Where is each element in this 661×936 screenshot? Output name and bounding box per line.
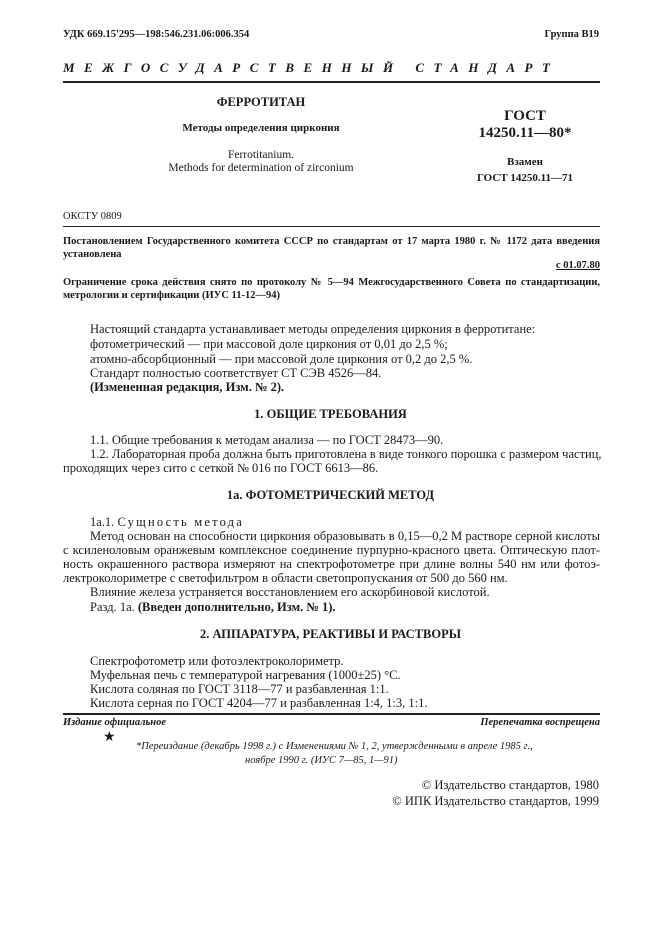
- intro-line-2: фотометрический — при массовой доле циркония от 0,01 до 2,5 %;: [90, 337, 448, 351]
- header-rule: [63, 81, 600, 83]
- reissue-note-line-1: *Переиздание (декабрь 1998 г.) с Изменениями № 1, 2, утвержденными в апреле 1985 г.,: [136, 741, 533, 752]
- limit-line-1: Ограничение срока действия снято по протоколу № 5—94 Межгосударственного Совета по стандартизации,: [63, 277, 600, 288]
- okstu-code: ОКСТУ 0809: [63, 211, 122, 222]
- intro-amendment: (Измененная редакция, Изм. № 2).: [90, 380, 285, 394]
- document-subtitle: Методы определения циркония: [182, 122, 340, 134]
- introduction-date: с 01.07.80: [555, 260, 600, 271]
- gost-label: ГОСТ: [504, 108, 546, 124]
- method-line-4: лектроколориметре с светофильтром в области светопропускания от 500 до 560 нм.: [63, 571, 508, 585]
- replaces-value: ГОСТ 14250.11—71: [476, 172, 574, 184]
- clause-1-2-line-1: 1.2. Лабораторная проба должна быть приготовлена в виде тонкого порошка с размером частиц,: [90, 447, 602, 461]
- section-1a-amendment-text: (Введен дополнительно, Изм. № 1).: [137, 600, 336, 614]
- intro-line-1: Настоящий стандарта устанавливает методы определения циркония в ферротитане:: [90, 322, 536, 336]
- english-title-line-2: Methods for determination of zirconium: [168, 162, 354, 174]
- group-code: Группа В19: [544, 29, 599, 40]
- document-title: ФЕРРОТИТАН: [216, 95, 306, 109]
- method-line-3: ность окрашенного раствора измеряют на спектрофотометре при длине волны 540 нм или фотоэ-: [63, 557, 600, 571]
- equipment-line-2: Муфельная печь с температурой нагревания (1000±25) °С.: [90, 668, 401, 682]
- star-icon: ★: [103, 730, 116, 745]
- decree-line-2: установлена: [63, 249, 122, 260]
- method-line-2: с ксиленоловым оранжевым комплексное соединение пурпурно-красного цвета. Оптическую плот-: [63, 543, 600, 557]
- copyright-1999: © ИПК Издательство стандартов, 1999: [392, 794, 599, 808]
- limit-line-2: метрологии и сертификации (ИУС 11-12—94): [63, 290, 280, 301]
- decree-line-1: Постановлением Государственного комитета СССР по стандартам от 17 марта 1980 г. № 1172 дата введения: [63, 236, 600, 247]
- footer-rule: [63, 713, 600, 715]
- reprint-prohibited: Перепечатка воспрещена: [480, 717, 600, 728]
- gost-number: 14250.11—80*: [478, 125, 572, 141]
- section-1-heading: 1. ОБЩИЕ ТРЕБОВАНИЯ: [254, 407, 407, 421]
- intro-line-3: атомно-абсорбционный — при массовой доле циркония от 0,2 до 2,5 %.: [90, 352, 473, 366]
- interstate-standard-banner: МЕЖГОСУДАРСТВЕННЫЙ СТАНДАРТ: [63, 60, 560, 75]
- section-2-heading: 2. АППАРАТУРА, РЕАКТИВЫ И РАСТВОРЫ: [200, 627, 461, 641]
- replaces-label: Взамен: [507, 156, 543, 168]
- clause-1-2-line-2: проходящих через сито с сеткой № 016 по ГОСТ 6613—86.: [63, 461, 379, 475]
- okstu-rule: [63, 226, 600, 227]
- method-line-1: Метод основан на способности циркония образовывать в 0,15—0,2 М растворе серной кислоты: [90, 529, 600, 543]
- english-title-line-1: Ferrotitanium.: [227, 149, 295, 161]
- section-1a-ref: Разд. 1а.: [90, 600, 135, 614]
- copyright-1980: © Издательство стандартов, 1980: [421, 778, 599, 792]
- equipment-line-1: Спектрофотометр или фотоэлектроколориметр.: [90, 654, 344, 668]
- method-line-5: Влияние железа устраняется восстановлением его аскорбиновой кислотой.: [90, 585, 490, 599]
- official-edition: Издание официальное: [63, 717, 167, 728]
- clause-1a-1-title: Сущность метода: [117, 515, 244, 529]
- udk-code: УДК 669.15'295—198:546.231.06:006.354: [63, 29, 250, 40]
- section-1a-heading: 1а. ФОТОМЕТРИЧЕСКИЙ МЕТОД: [226, 488, 435, 502]
- reissue-note-line-2: ноябре 1990 г. (ИУС 7—85, 1—91): [245, 755, 398, 766]
- reagent-line-2: Кислота серная по ГОСТ 4204—77 и разбавленная 1:4, 1:3, 1:1.: [90, 696, 428, 710]
- intro-line-4: Стандарт полностью соответствует СТ СЭВ 4526—84.: [90, 366, 382, 380]
- clause-1a-1-heading: [90, 515, 244, 530]
- clause-1a-1-number: 1а.1.: [90, 515, 115, 529]
- section-1a-amendment: [90, 600, 336, 615]
- reagent-line-1: Кислота соляная по ГОСТ 3118—77 и разбавленная 1:1.: [90, 682, 389, 696]
- clause-1-1: 1.1. Общие требования к методам анализа — по ГОСТ 28473—90.: [90, 433, 444, 447]
